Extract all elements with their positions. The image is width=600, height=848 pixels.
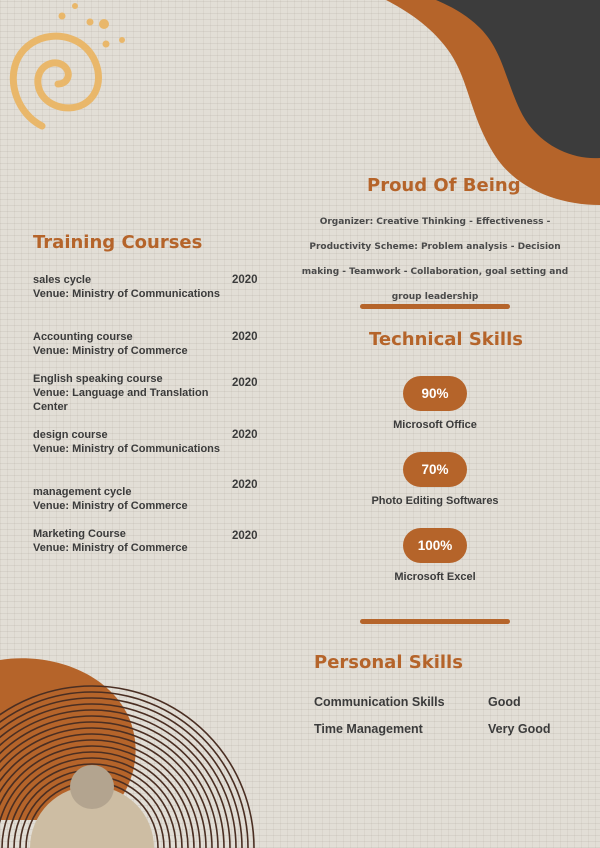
- proud-of-being-text: Organizer: Creative Thinking - Effectiveness - Productivity Scheme: Problem analysis - Decision making - Teamwork - Collaboration, goal setting and group leadership: [301, 217, 569, 302]
- skill-name: Photo Editing Softwares: [371, 495, 499, 507]
- course-year: 2020: [232, 377, 258, 389]
- course-item: [33, 527, 303, 555]
- course-item: [33, 428, 303, 456]
- personal-skill-row: [314, 722, 551, 736]
- course-year: 2020: [232, 530, 258, 542]
- course-name: English speaking course: [33, 373, 163, 385]
- spiral-decoration: [13, 36, 98, 126]
- course-year: 2020: [232, 274, 258, 286]
- course-item: [33, 330, 303, 358]
- course-venue: Venue: Ministry of Communications: [33, 288, 221, 300]
- course-venue: Venue: Language and Translation Center: [33, 387, 209, 413]
- course-name: design course: [33, 429, 108, 441]
- course-venue: Venue: Ministry of Commerce: [33, 542, 188, 554]
- course-name: Accounting course: [33, 331, 133, 343]
- skill-name: Microsoft Excel: [394, 571, 476, 583]
- course-year: 2020: [232, 479, 258, 491]
- personal-skill-name: Communication Skills: [314, 695, 445, 709]
- course-year: 2020: [232, 429, 258, 441]
- technical-skill-item: [340, 528, 530, 583]
- course-name: sales cycle: [33, 274, 92, 286]
- skill-name: Microsoft Office: [393, 419, 477, 431]
- skill-percent-badge: 70%: [403, 452, 467, 487]
- technical-skills-heading: Technical Skills: [369, 329, 523, 350]
- personal-skill-level: Very Good: [488, 722, 551, 736]
- course-item: [33, 273, 303, 301]
- course-venue: Venue: Ministry of Communications: [33, 443, 221, 455]
- course-item: [33, 479, 303, 513]
- course-name: management cycle: [33, 486, 132, 498]
- course-item: [33, 372, 303, 414]
- personal-skill-row: [314, 695, 521, 709]
- small-circle-decoration: [70, 765, 114, 809]
- proud-of-being-heading: Proud Of Being: [367, 175, 521, 196]
- course-venue: Venue: Ministry of Commerce: [33, 500, 188, 512]
- personal-skill-name: Time Management: [314, 722, 423, 736]
- skill-percent-badge: 100%: [403, 528, 467, 563]
- course-venue: Venue: Ministry of Commerce: [33, 345, 188, 357]
- course-name: Marketing Course: [33, 528, 126, 540]
- personal-skill-level: Good: [488, 695, 521, 709]
- technical-skill-item: [340, 452, 530, 507]
- skill-percent-badge: 90%: [403, 376, 467, 411]
- training-courses-heading: Training Courses: [33, 232, 203, 253]
- section-divider: [360, 304, 510, 309]
- personal-skills-heading: Personal Skills: [314, 652, 463, 673]
- technical-skill-item: [340, 376, 530, 431]
- course-year: 2020: [232, 331, 258, 343]
- section-divider: [360, 619, 510, 624]
